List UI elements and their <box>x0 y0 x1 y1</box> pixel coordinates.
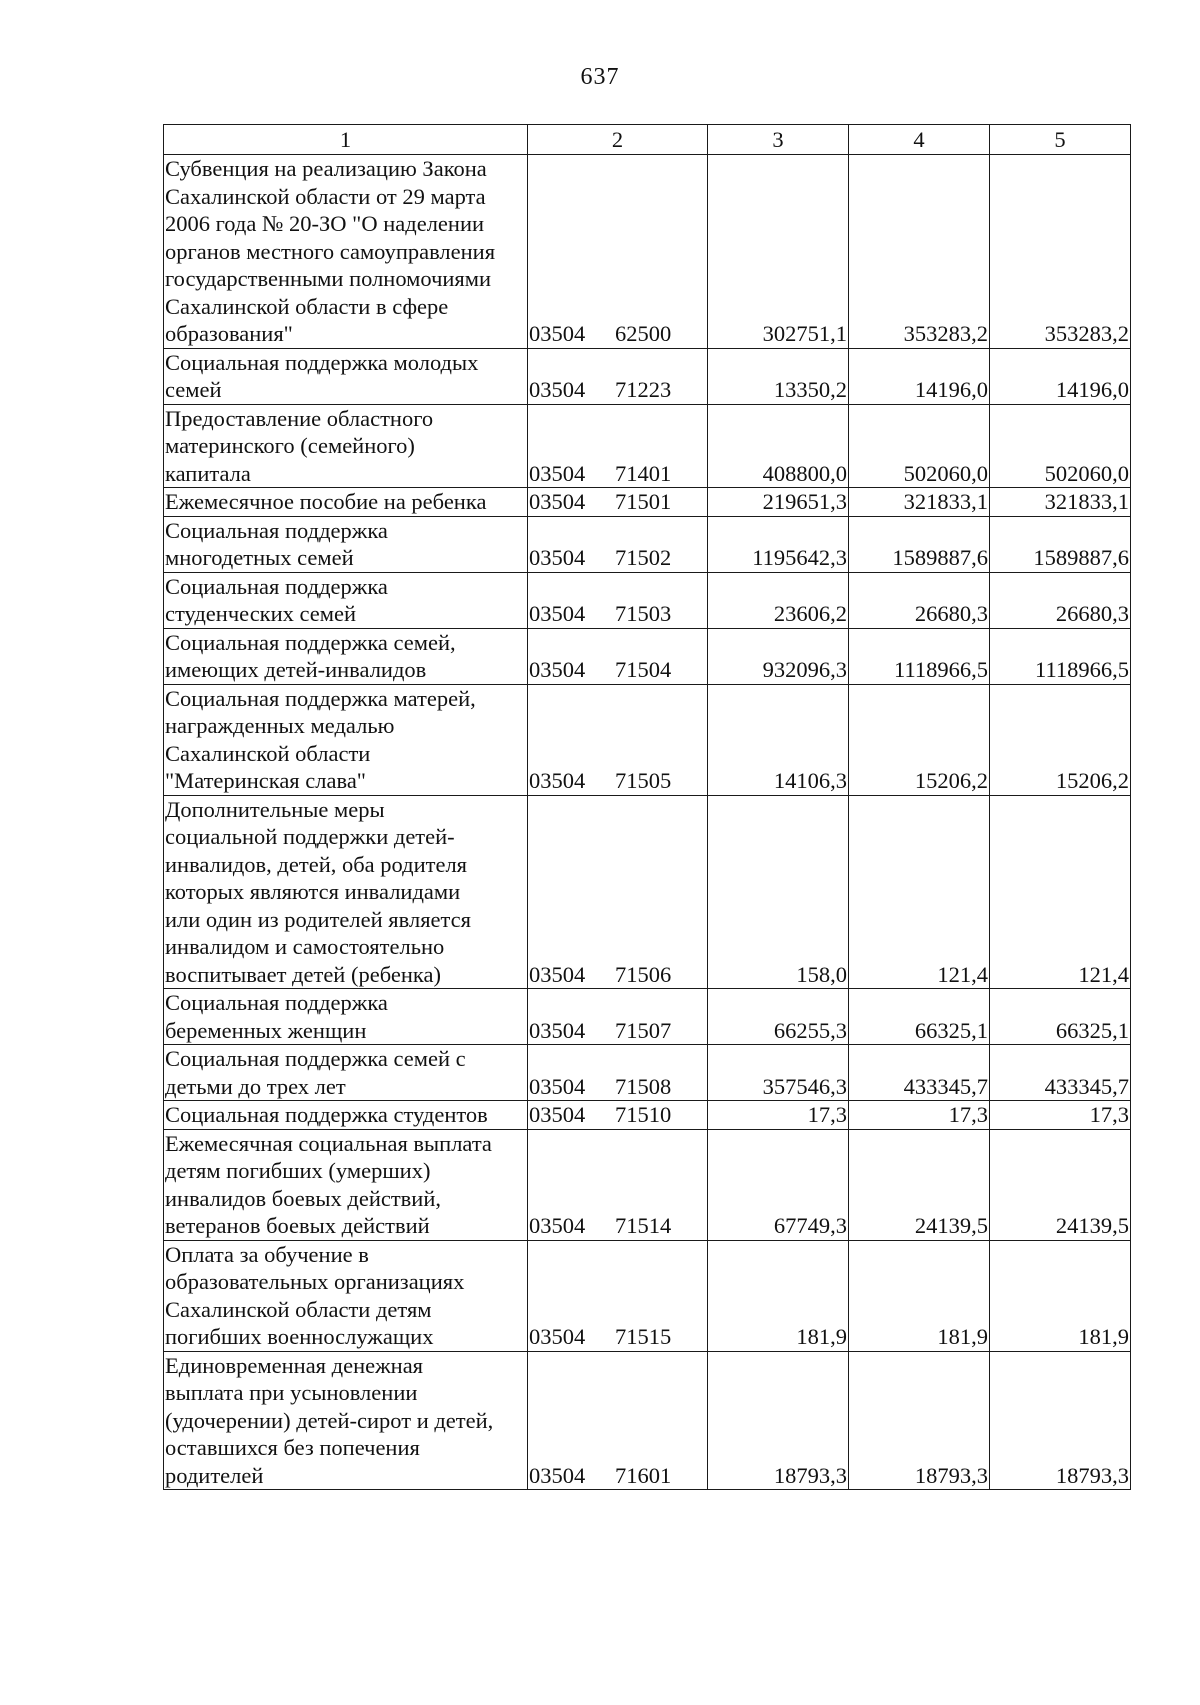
row-value-col5: 181,9 <box>990 1240 1131 1351</box>
budget-table <box>163 124 1131 1490</box>
row-value-col4: 121,4 <box>849 795 990 989</box>
row-value-col3: 181,9 <box>708 1240 849 1351</box>
section-code: 03504 <box>529 1017 586 1043</box>
table-row <box>164 572 1131 628</box>
table-header <box>164 125 1131 155</box>
row-name-cell: Оплата за обучение в образовательных организациях Сахалинской области детям погибших военнослужащих <box>164 1240 528 1351</box>
row-name-cell: Социальная поддержка беременных женщин <box>164 989 528 1045</box>
article-code: 71401 <box>615 460 672 486</box>
page-number: 637 <box>580 64 620 90</box>
row-name-cell: Единовременная денежная выплата при усыновлении (удочерении) детей-сирот и детей, оставшихся без попечения родителей <box>164 1351 528 1490</box>
row-value-col4: 1118966,5 <box>849 628 990 684</box>
row-name-cell: Предоставление областного материнского (семейного) капитала <box>164 404 528 488</box>
row-value-col5: 121,4 <box>990 795 1131 989</box>
row-value-col3: 408800,0 <box>708 404 849 488</box>
table-row <box>164 1101 1131 1130</box>
table-row <box>164 1129 1131 1240</box>
table-body <box>164 155 1131 1490</box>
row-name-cell: Социальная поддержка матерей, награжденных медалью Сахалинской области "Материнская слава" <box>164 684 528 795</box>
row-code-cell <box>528 572 708 628</box>
article-code: 71507 <box>615 1017 672 1043</box>
article-code: 71502 <box>615 545 672 570</box>
column-header-3: 3 <box>708 125 849 155</box>
table-row <box>164 989 1131 1045</box>
article-code: 71501 <box>615 489 672 514</box>
row-value-col5: 17,3 <box>990 1101 1131 1130</box>
table-row <box>164 348 1131 404</box>
section-code: 03504 <box>529 768 586 793</box>
table-row <box>164 628 1131 684</box>
table-row <box>164 155 1131 349</box>
row-value-col3: 357546,3 <box>708 1045 849 1101</box>
row-code-cell <box>528 1101 708 1130</box>
row-value-col5: 18793,3 <box>990 1351 1131 1490</box>
row-name-cell: Социальная поддержка молодых семей <box>164 348 528 404</box>
row-value-col4: 321833,1 <box>849 488 990 517</box>
row-name-cell: Социальная поддержка семей, имеющих детей-инвалидов <box>164 628 528 684</box>
article-code: 71223 <box>615 377 672 402</box>
section-code: 03504 <box>529 545 586 570</box>
row-value-col4: 18793,3 <box>849 1351 990 1490</box>
section-code: 03504 <box>529 1073 586 1099</box>
row-name-cell: Ежемесячная социальная выплата детям погибших (умерших) инвалидов боевых действий, ветеранов боевых действий <box>164 1129 528 1240</box>
section-code: 03504 <box>529 1213 586 1238</box>
row-name-cell: Социальная поддержка студентов <box>164 1101 528 1130</box>
row-value-col5: 15206,2 <box>990 684 1131 795</box>
section-code: 03504 <box>529 1102 586 1127</box>
row-value-col4: 433345,7 <box>849 1045 990 1101</box>
row-value-col5: 66325,1 <box>990 989 1131 1045</box>
row-code-cell <box>528 1045 708 1101</box>
section-code: 03504 <box>529 321 586 346</box>
article-code: 71503 <box>615 601 672 626</box>
row-code-cell <box>528 404 708 488</box>
row-code-cell <box>528 989 708 1045</box>
row-code-cell <box>528 628 708 684</box>
section-code: 03504 <box>529 460 586 486</box>
table-row <box>164 1045 1131 1101</box>
row-code-cell <box>528 348 708 404</box>
row-code-cell <box>528 795 708 989</box>
row-value-col4: 502060,0 <box>849 404 990 488</box>
row-value-col3: 17,3 <box>708 1101 849 1130</box>
row-value-col5: 433345,7 <box>990 1045 1131 1101</box>
row-value-col5: 14196,0 <box>990 348 1131 404</box>
row-value-col3: 18793,3 <box>708 1351 849 1490</box>
article-code: 71508 <box>615 1073 672 1099</box>
row-value-col5: 502060,0 <box>990 404 1131 488</box>
article-code: 71506 <box>615 961 672 987</box>
row-value-col3: 14106,3 <box>708 684 849 795</box>
row-value-col4: 181,9 <box>849 1240 990 1351</box>
row-code-cell <box>528 684 708 795</box>
table-row <box>164 1240 1131 1351</box>
row-value-col3: 932096,3 <box>708 628 849 684</box>
row-value-col4: 14196,0 <box>849 348 990 404</box>
column-header-4: 4 <box>849 125 990 155</box>
row-value-col3: 66255,3 <box>708 989 849 1045</box>
table-row <box>164 684 1131 795</box>
header-row <box>164 125 1131 155</box>
section-code: 03504 <box>529 489 586 514</box>
row-value-col3: 1195642,3 <box>708 516 849 572</box>
row-value-col4: 15206,2 <box>849 684 990 795</box>
row-value-col3: 13350,2 <box>708 348 849 404</box>
row-value-col4: 17,3 <box>849 1101 990 1130</box>
article-code: 71601 <box>615 1462 672 1488</box>
section-code: 03504 <box>529 657 586 682</box>
row-name-cell: Социальная поддержка студенческих семей <box>164 572 528 628</box>
row-value-col5: 24139,5 <box>990 1129 1131 1240</box>
row-code-cell <box>528 516 708 572</box>
row-value-col3: 302751,1 <box>708 155 849 349</box>
row-name-cell: Дополнительные меры социальной поддержки детей- инвалидов, детей, оба родителя которых являются инвалидами или один из родителей является инвалидом и самостоятельно воспитывает детей (ребенка) <box>164 795 528 989</box>
row-value-col4: 66325,1 <box>849 989 990 1045</box>
row-value-col4: 353283,2 <box>849 155 990 349</box>
section-code: 03504 <box>529 961 586 987</box>
section-code: 03504 <box>529 601 586 626</box>
row-value-col4: 24139,5 <box>849 1129 990 1240</box>
row-value-col5: 26680,3 <box>990 572 1131 628</box>
article-code: 71505 <box>615 768 672 793</box>
table-row <box>164 488 1131 517</box>
article-code: 71510 <box>615 1102 672 1127</box>
row-value-col5: 1118966,5 <box>990 628 1131 684</box>
row-code-cell <box>528 1351 708 1490</box>
section-code: 03504 <box>529 377 586 402</box>
section-code: 03504 <box>529 1462 586 1488</box>
row-value-col5: 353283,2 <box>990 155 1131 349</box>
article-code: 71504 <box>615 657 672 682</box>
row-code-cell <box>528 488 708 517</box>
column-header-1: 1 <box>164 125 528 155</box>
row-name-cell: Социальная поддержка многодетных семей <box>164 516 528 572</box>
table-row <box>164 795 1131 989</box>
row-name-cell: Социальная поддержка семей с детьми до трех лет <box>164 1045 528 1101</box>
article-code: 71514 <box>615 1213 672 1238</box>
row-value-col4: 1589887,6 <box>849 516 990 572</box>
article-code: 71515 <box>615 1324 672 1349</box>
column-header-5: 5 <box>990 125 1131 155</box>
row-name-cell: Субвенция на реализацию Закона Сахалинской области от 29 марта 2006 года № 20-ЗО "О наделении органов местного самоуправления государственными полномочиями Сахалинской области в сфере образования" <box>164 155 528 349</box>
section-code: 03504 <box>529 1324 586 1349</box>
article-code: 62500 <box>615 321 672 346</box>
row-value-col3: 158,0 <box>708 795 849 989</box>
row-code-cell <box>528 155 708 349</box>
table-row <box>164 516 1131 572</box>
table-row <box>164 404 1131 488</box>
row-code-cell <box>528 1240 708 1351</box>
column-header-2: 2 <box>528 125 708 155</box>
row-name-cell: Ежемесячное пособие на ребенка <box>164 488 528 517</box>
row-code-cell <box>528 1129 708 1240</box>
row-value-col3: 23606,2 <box>708 572 849 628</box>
row-value-col5: 1589887,6 <box>990 516 1131 572</box>
row-value-col4: 26680,3 <box>849 572 990 628</box>
row-value-col3: 67749,3 <box>708 1129 849 1240</box>
row-value-col5: 321833,1 <box>990 488 1131 517</box>
table-row <box>164 1351 1131 1490</box>
row-value-col3: 219651,3 <box>708 488 849 517</box>
